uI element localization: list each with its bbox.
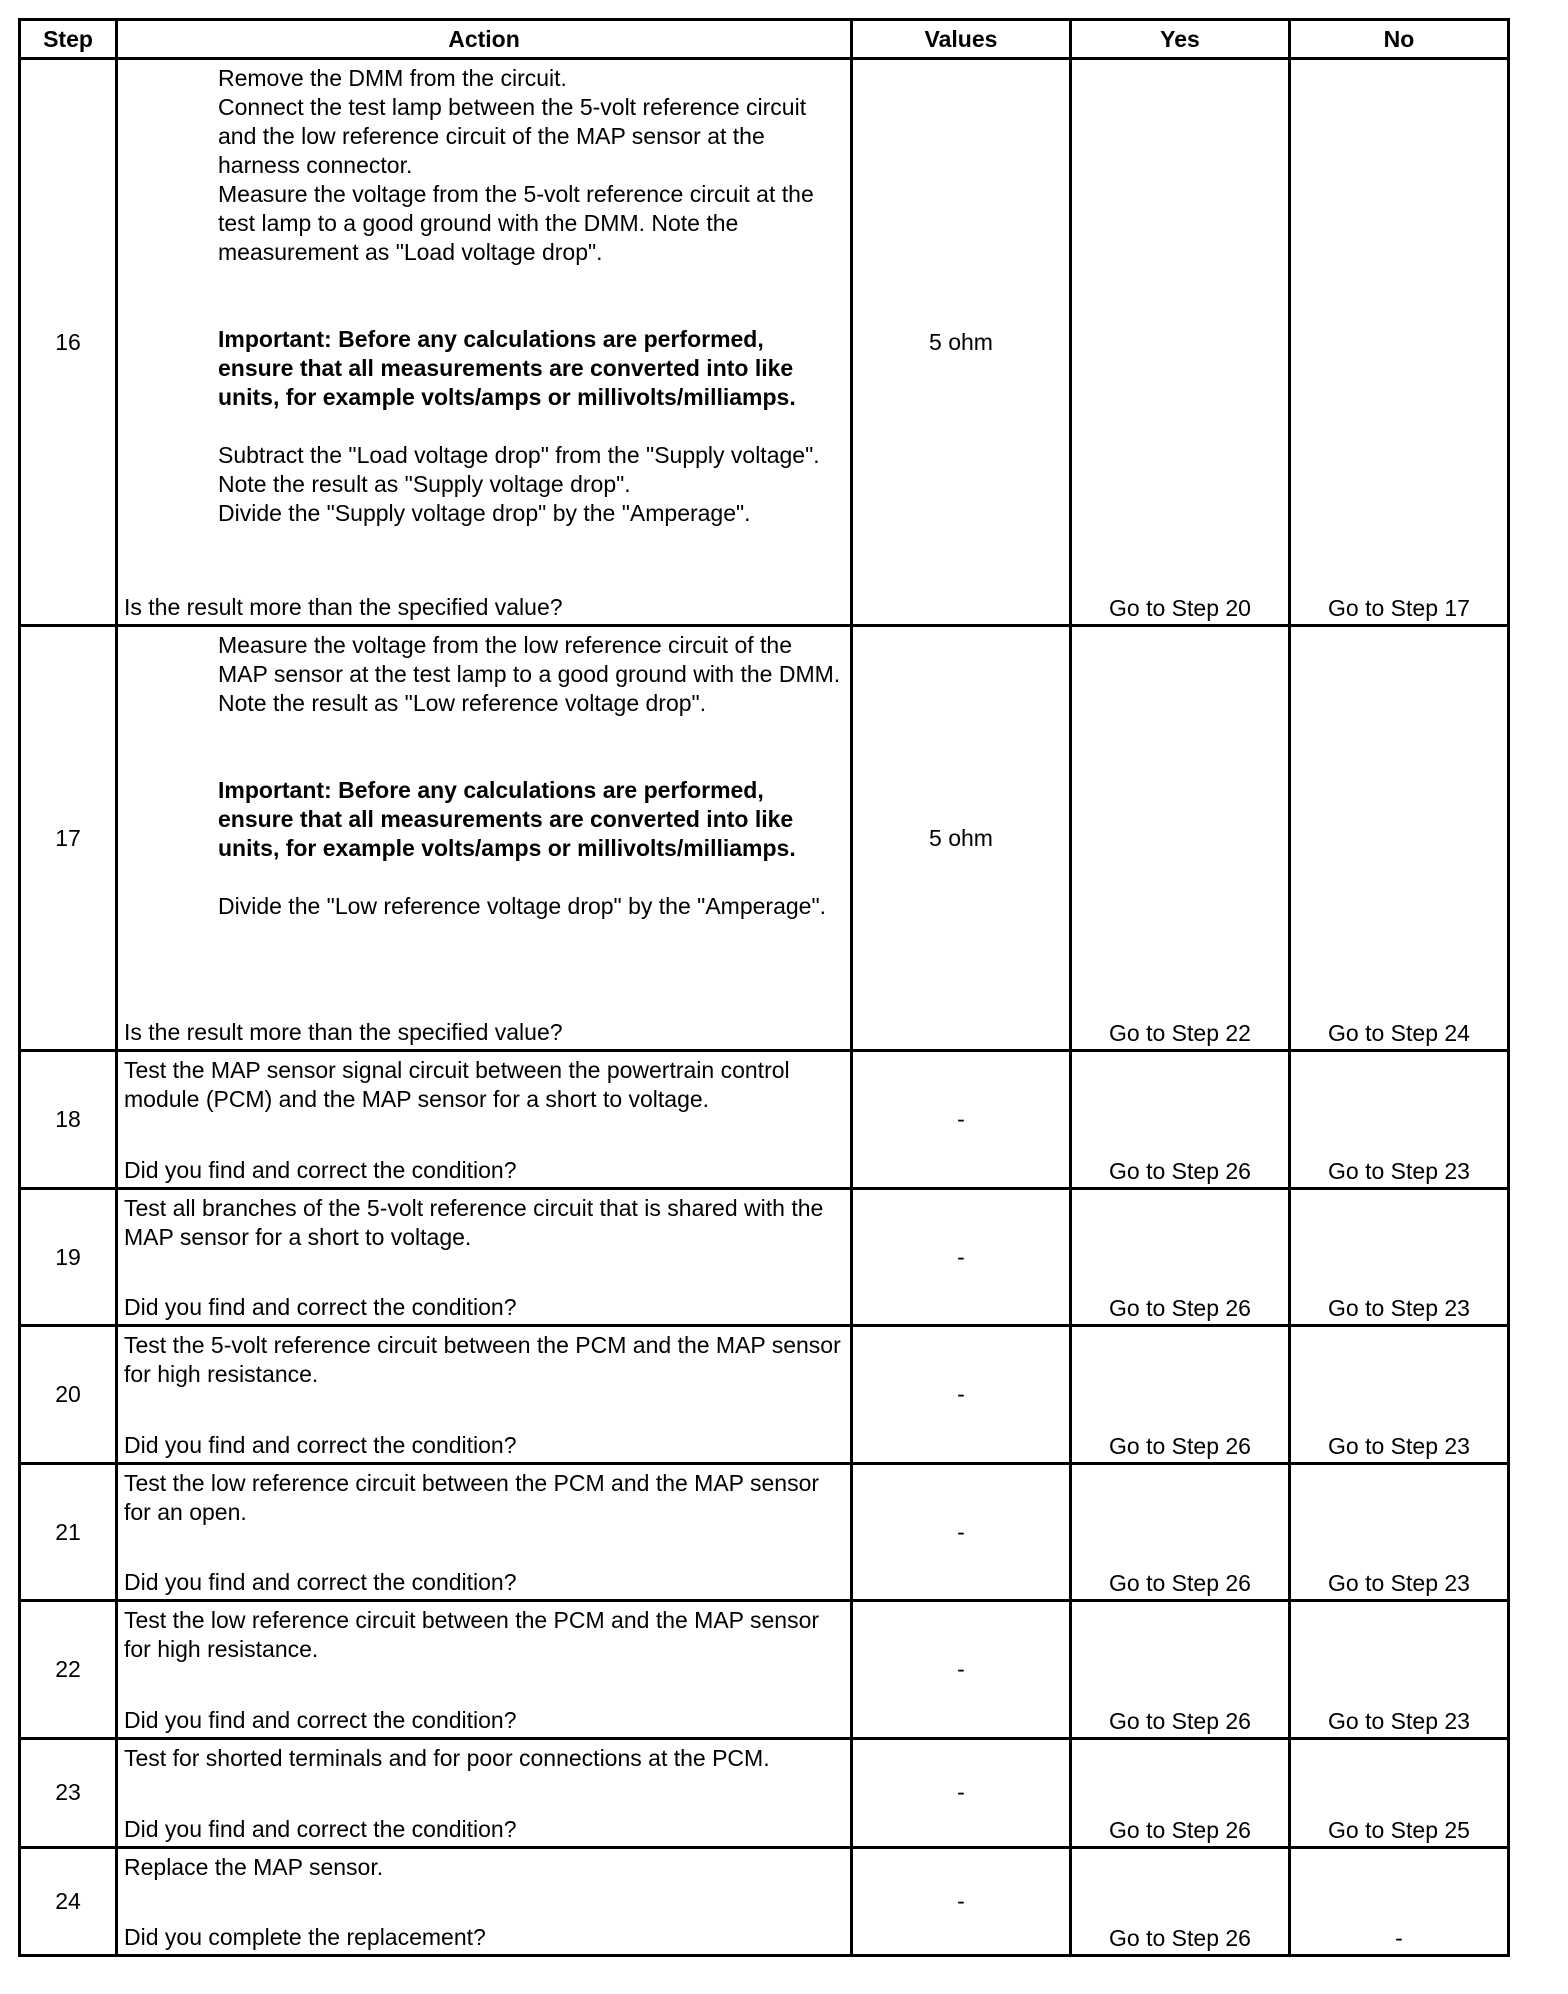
yes-cell: Go to Step 26 bbox=[1071, 1601, 1290, 1739]
action-cell bbox=[117, 1739, 852, 1847]
action-text: Subtract the "Load voltage drop" from the "Supply voltage". Note the result as "Supply voltage drop". bbox=[218, 442, 820, 497]
step-number: 22 bbox=[20, 1601, 117, 1739]
yes-cell: Go to Step 22 bbox=[1071, 626, 1290, 1051]
step-number: 16 bbox=[20, 59, 117, 626]
value-cell: - bbox=[852, 1463, 1071, 1601]
value-cell: - bbox=[852, 1739, 1071, 1847]
action-text: Connect the test lamp between the 5-volt reference circuit and the low reference circuit of the MAP sensor at the harness connector. bbox=[218, 94, 807, 178]
action-question: Is the result more than the specified value? bbox=[124, 594, 563, 621]
no-cell: Go to Step 23 bbox=[1290, 1051, 1509, 1189]
diagnostic-table bbox=[18, 18, 1510, 1957]
no-cell: Go to Step 23 bbox=[1290, 1463, 1509, 1601]
step-number: 23 bbox=[20, 1739, 117, 1847]
header-action: Action bbox=[117, 20, 852, 59]
table-row bbox=[20, 1326, 1509, 1464]
action-text: Test all branches of the 5-volt reference circuit that is shared with the MAP sensor for a short to voltage. bbox=[124, 1194, 824, 1250]
table-row bbox=[20, 1601, 1509, 1739]
action-text: Measure the voltage from the low reference circuit of the MAP sensor at the test lamp to a good ground with the DMM. Note the result as "Low reference voltage drop". bbox=[218, 632, 841, 717]
step-number: 24 bbox=[20, 1847, 117, 1955]
table-row bbox=[20, 1463, 1509, 1601]
action-cell bbox=[117, 1326, 852, 1464]
yes-cell: Go to Step 26 bbox=[1071, 1188, 1290, 1326]
action-text: Measure the voltage from the 5-volt reference circuit at the test lamp to a good ground with the DMM. Note the measurement as "Load voltage drop". bbox=[218, 181, 814, 265]
action-cell bbox=[117, 59, 852, 626]
action-cell bbox=[117, 1188, 852, 1326]
action-question: Did you find and correct the condition? bbox=[124, 1707, 517, 1734]
action-text: Test the MAP sensor signal circuit between the powertrain control module (PCM) and the MAP sensor for a short to voltage. bbox=[124, 1057, 790, 1113]
table-row bbox=[20, 59, 1509, 626]
table-row bbox=[20, 1739, 1509, 1847]
header-yes: Yes bbox=[1071, 20, 1290, 59]
value-cell: - bbox=[852, 1051, 1071, 1189]
header-step: Step bbox=[20, 20, 117, 59]
important-note: Important: Before any calculations are performed, ensure that all measurements are converted into like units, for example volts/amps or millivolts/milliamps. bbox=[218, 326, 796, 410]
table-row bbox=[20, 626, 1509, 1051]
value-cell: 5 ohm bbox=[852, 59, 1071, 626]
header-row bbox=[20, 20, 1509, 59]
no-cell: Go to Step 25 bbox=[1290, 1739, 1509, 1847]
action-cell bbox=[117, 626, 852, 1051]
value-cell: - bbox=[852, 1326, 1071, 1464]
step-number: 17 bbox=[20, 626, 117, 1051]
header-values: Values bbox=[852, 20, 1071, 59]
action-question: Did you find and correct the condition? bbox=[124, 1569, 517, 1596]
important-note: Important: Before any calculations are performed, ensure that all measurements are converted into like units, for example volts/amps or millivolts/milliamps. bbox=[218, 777, 796, 862]
yes-cell: Go to Step 26 bbox=[1071, 1463, 1290, 1601]
yes-cell: Go to Step 26 bbox=[1071, 1847, 1290, 1955]
action-question: Did you find and correct the condition? bbox=[124, 1815, 517, 1842]
action-text: Test the low reference circuit between the PCM and the MAP sensor for an open. bbox=[124, 1469, 820, 1525]
no-cell: Go to Step 17 bbox=[1290, 59, 1509, 626]
no-cell: Go to Step 23 bbox=[1290, 1601, 1509, 1739]
action-question: Did you find and correct the condition? bbox=[124, 1294, 517, 1321]
no-cell: - bbox=[1290, 1847, 1509, 1955]
no-cell: Go to Step 23 bbox=[1290, 1326, 1509, 1464]
action-text: Test the 5-volt reference circuit between the PCM and the MAP sensor for high resistance. bbox=[124, 1332, 841, 1388]
action-text: Remove the DMM from the circuit. bbox=[218, 65, 567, 91]
step-number: 19 bbox=[20, 1188, 117, 1326]
header-no: No bbox=[1290, 20, 1509, 59]
action-text: Test the low reference circuit between the PCM and the MAP sensor for high resistance. bbox=[124, 1607, 820, 1663]
yes-cell: Go to Step 26 bbox=[1071, 1739, 1290, 1847]
action-text: Divide the "Supply voltage drop" by the "Amperage". bbox=[218, 500, 751, 526]
action-question: Did you complete the replacement? bbox=[124, 1924, 486, 1950]
no-cell: Go to Step 24 bbox=[1290, 626, 1509, 1051]
no-cell: Go to Step 23 bbox=[1290, 1188, 1509, 1326]
value-cell: - bbox=[852, 1188, 1071, 1326]
action-cell bbox=[117, 1847, 852, 1955]
action-question: Did you find and correct the condition? bbox=[124, 1431, 517, 1458]
yes-cell: Go to Step 26 bbox=[1071, 1326, 1290, 1464]
table-row bbox=[20, 1188, 1509, 1326]
table-row bbox=[20, 1051, 1509, 1189]
action-text: Divide the "Low reference voltage drop" by the "Amperage". bbox=[218, 893, 826, 920]
yes-cell: Go to Step 26 bbox=[1071, 1051, 1290, 1189]
action-text: Test for shorted terminals and for poor connections at the PCM. bbox=[124, 1745, 770, 1772]
table-row bbox=[20, 1847, 1509, 1955]
action-question: Is the result more than the specified value? bbox=[124, 1019, 563, 1046]
yes-cell: Go to Step 20 bbox=[1071, 59, 1290, 626]
step-number: 20 bbox=[20, 1326, 117, 1464]
action-question: Did you find and correct the condition? bbox=[124, 1156, 517, 1183]
action-cell bbox=[117, 1463, 852, 1601]
step-number: 18 bbox=[20, 1051, 117, 1189]
action-cell bbox=[117, 1051, 852, 1189]
step-number: 21 bbox=[20, 1463, 117, 1601]
action-text: Replace the MAP sensor. bbox=[124, 1853, 384, 1880]
value-cell: 5 ohm bbox=[852, 626, 1071, 1051]
value-cell: - bbox=[852, 1847, 1071, 1955]
action-cell bbox=[117, 1601, 852, 1739]
value-cell: - bbox=[852, 1601, 1071, 1739]
